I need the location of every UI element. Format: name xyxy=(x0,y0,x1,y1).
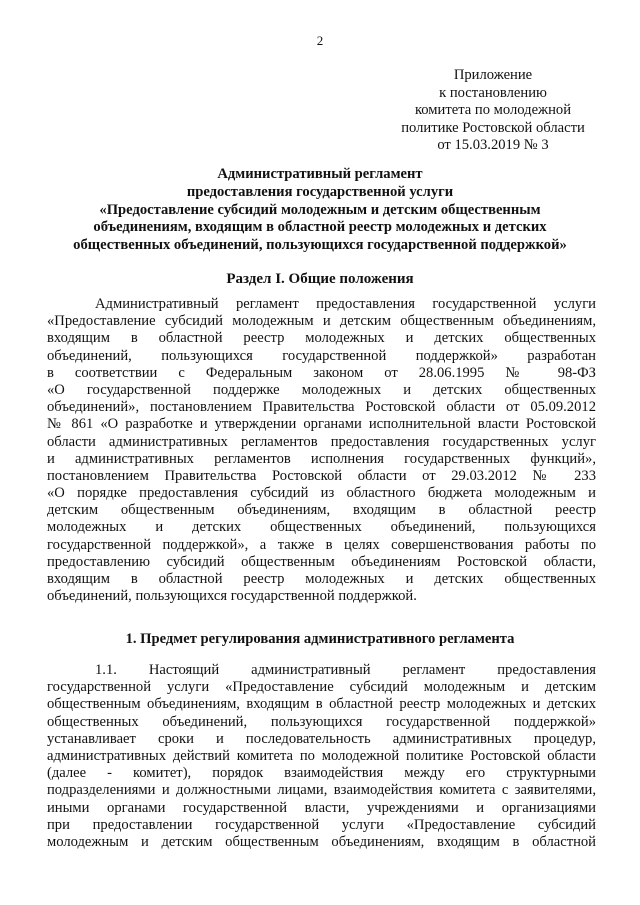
paragraph-line: объединений, пользующихся государственной поддержкой» разработан xyxy=(47,347,596,364)
paragraph-line: общественным объединениям, входящим в областной реестр молодежных и детских xyxy=(47,696,596,713)
paragraph-line: предоставлению субсидий общественным объединениям Ростовской области, xyxy=(47,553,596,570)
appendix-line: Приложение xyxy=(453,67,533,83)
subsection-heading: 1. Предмет регулирования административного регламента xyxy=(125,631,515,647)
paragraph-line: входящим в областной реестр молодежных и детских общественных xyxy=(47,330,596,347)
paragraph-line: области административных регламентов предоставления государственных услуг xyxy=(47,433,596,450)
appendix-line: комитета по молодежной xyxy=(414,102,572,119)
paragraph-line: молодежным и детским общественным объединениям, входящим в областной xyxy=(47,833,596,850)
paragraph-line: государственной поддержкой», а также в целях совершенствования работы по xyxy=(47,536,596,553)
document-title xyxy=(40,166,600,255)
paragraph-line: в соответствии с Федеральным законом от 28.06.1995 № 98-ФЗ xyxy=(47,364,596,381)
paragraph-line: постановлением Правительства Ростовской области от 29.03.2012 № 233 xyxy=(47,467,596,484)
paragraph-line: объединений, пользующихся государственной поддержкой. xyxy=(47,588,417,605)
paragraph-line: иными органами государственной власти, учреждениями и организациями xyxy=(47,799,596,816)
appendix-line: от 15.03.2019 № 3 xyxy=(437,137,549,154)
paragraph-line: «О порядке предоставления субсидий из областного бюджета молодежным и xyxy=(47,485,596,502)
paragraph-line: административных действий комитета по молодежной политике Ростовской области xyxy=(47,747,596,764)
page-number: 2 xyxy=(316,33,324,48)
appendix-block xyxy=(388,67,598,155)
title-line: предоставления государственной услуги xyxy=(186,183,454,200)
title-line: «Предоставление субсидий молодежным и детским общественным xyxy=(99,201,541,218)
paragraph-line: «О государственной поддержке молодежных и детских общественных xyxy=(47,381,596,398)
paragraph-line: 1.1. Настоящий административный регламент предоставления xyxy=(95,662,596,678)
paragraph-line: и административных регламентов исполнения государственных функций», xyxy=(47,450,596,467)
paragraph-line: молодежных и детских общественных объединений, пользующихся xyxy=(47,519,596,536)
title-line: Административный регламент xyxy=(217,166,423,182)
clause-1-1 xyxy=(47,662,596,851)
paragraph-line: объединений», постановлением Правительства Ростовской области от 05.09.2012 xyxy=(47,399,596,416)
paragraph-line: при предоставлении государственной услуги «Предоставление субсидий xyxy=(47,816,596,833)
appendix-line: политике Ростовской области xyxy=(401,119,585,136)
section-heading: Раздел I. Общие положения xyxy=(226,271,414,287)
paragraph-line: государственной услуги «Предоставление субсидий молодежным и детским xyxy=(47,679,596,696)
paragraph-line: входящим в областной реестр молодежных и детских общественных xyxy=(47,571,596,587)
paragraph-line: № 861 «О разработке и утверждении органами исполнительной власти Ростовской xyxy=(47,416,596,433)
paragraph-line: детским общественным объединениям, входящим в областной реестр xyxy=(47,502,596,519)
paragraph-line: «Предоставление субсидий молодежным и детским общественным объединениям, xyxy=(47,313,596,330)
paragraph-line: подразделениями и должностными лицами, взаимодействия комитета с заявителями, xyxy=(47,782,596,799)
paragraph-line: (далее - комитет), порядок взаимодействия между его структурными xyxy=(47,765,596,782)
appendix-line: к постановлению xyxy=(439,84,547,101)
paragraph-line: Административный регламент предоставления государственной услуги xyxy=(95,296,596,312)
intro-paragraph xyxy=(47,296,596,605)
paragraph-line: общественных объединений, пользующихся государственной поддержкой» xyxy=(47,713,596,730)
title-line: объединениям, входящим в областной реестр молодежных и детских xyxy=(93,219,547,236)
title-line: общественных объединений, пользующихся государственной поддержкой» xyxy=(73,237,567,254)
paragraph-line: устанавливает сроки и последовательность административных процедур, xyxy=(47,730,596,747)
